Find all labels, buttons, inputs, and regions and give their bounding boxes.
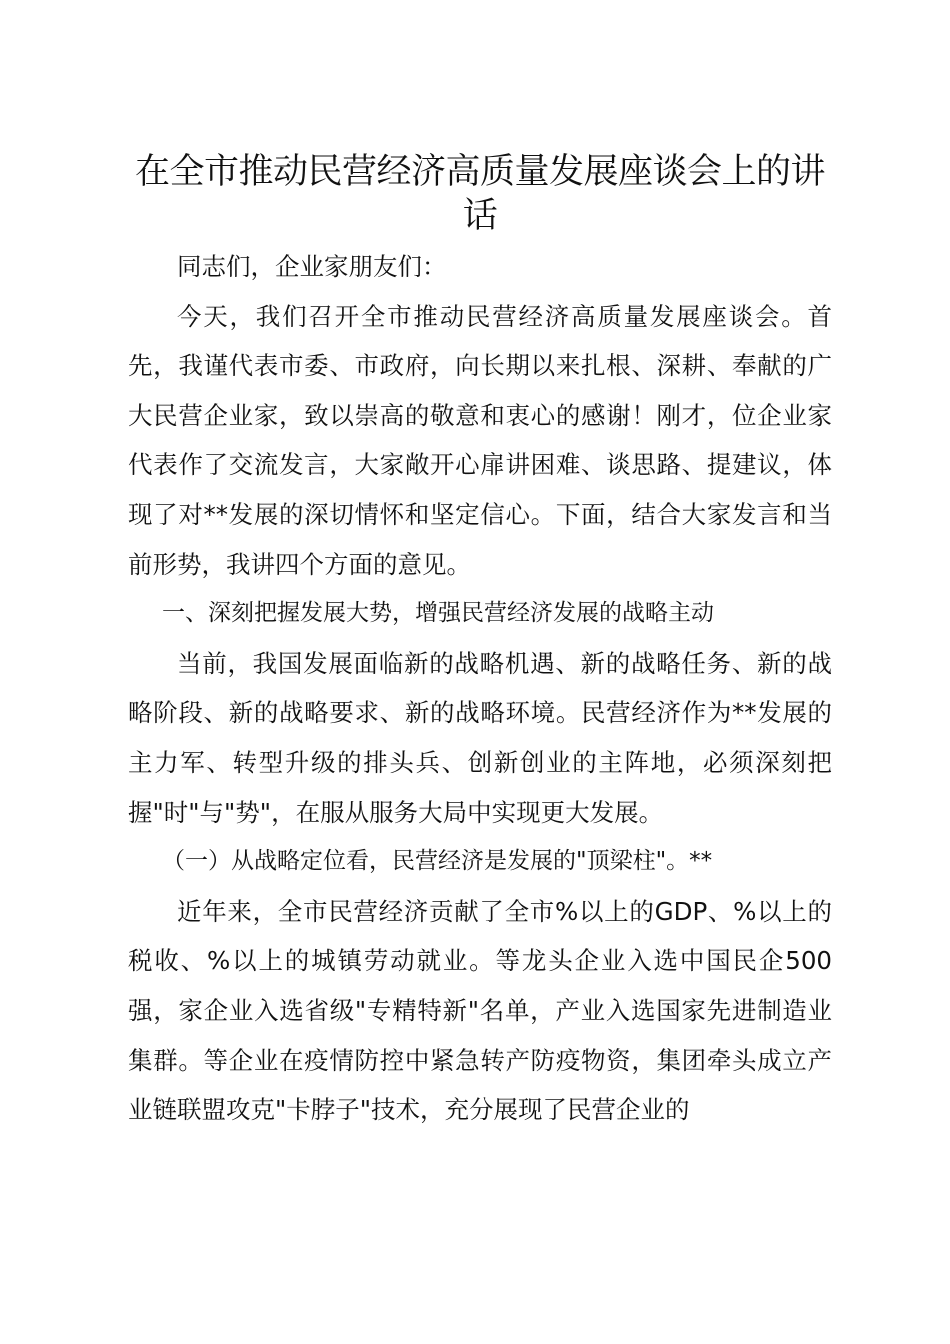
paragraph-achievements: 近年来，全市民营经济贡献了全市%以上的GDP、%以上的税收、%以上的城镇劳动就业。等龙头企业入选中国民企500强，家企业入选省级"专精特新"名单，产业入选国家先进制造业集群。等企业在疫情防控中紧急转产防疫物资，集团牵头成立产业链联盟攻克"卡脖子"技术，充分展现了民营企业的 [128, 896, 832, 1125]
salutation: 同志们，企业家朋友们： [177, 252, 447, 281]
document-page [128, 150, 832, 1135]
section-heading-1: 一、深刻把握发展大势，增强民营经济发展的战略主动 [162, 600, 714, 627]
paragraph-intro: 今天，我们召开全市推动民营经济高质量发展座谈会。首先，我谨代表市委、市政府，向长期以来扎根、深耕、奉献的广大民营企业家，致以崇高的敬意和衷心的感谢！刚才，位企业家代表作了交流发言，大家敞开心扉讲困难、谈思路、提建议，体现了对**发展的深切情怀和坚定信心。下面，结合大家发言和当前形势，我讲四个方面的意见。 [128, 301, 832, 579]
document-title: 在全市推动民营经济高质量发展座谈会上的讲话 [134, 152, 825, 236]
subsection-heading-1: （一）从战略定位看，民营经济是发展的"顶梁柱"。** [162, 848, 713, 875]
paragraph-situation: 当前，我国发展面临新的战略机遇、新的战略任务、新的战略阶段、新的战略要求、新的战略环境。民营经济作为**发展的主力军、转型升级的排头兵、创新创业的主阵地，必须深刻把握"时"与"势"，在服从服务大局中实现更大发展。 [128, 648, 832, 827]
